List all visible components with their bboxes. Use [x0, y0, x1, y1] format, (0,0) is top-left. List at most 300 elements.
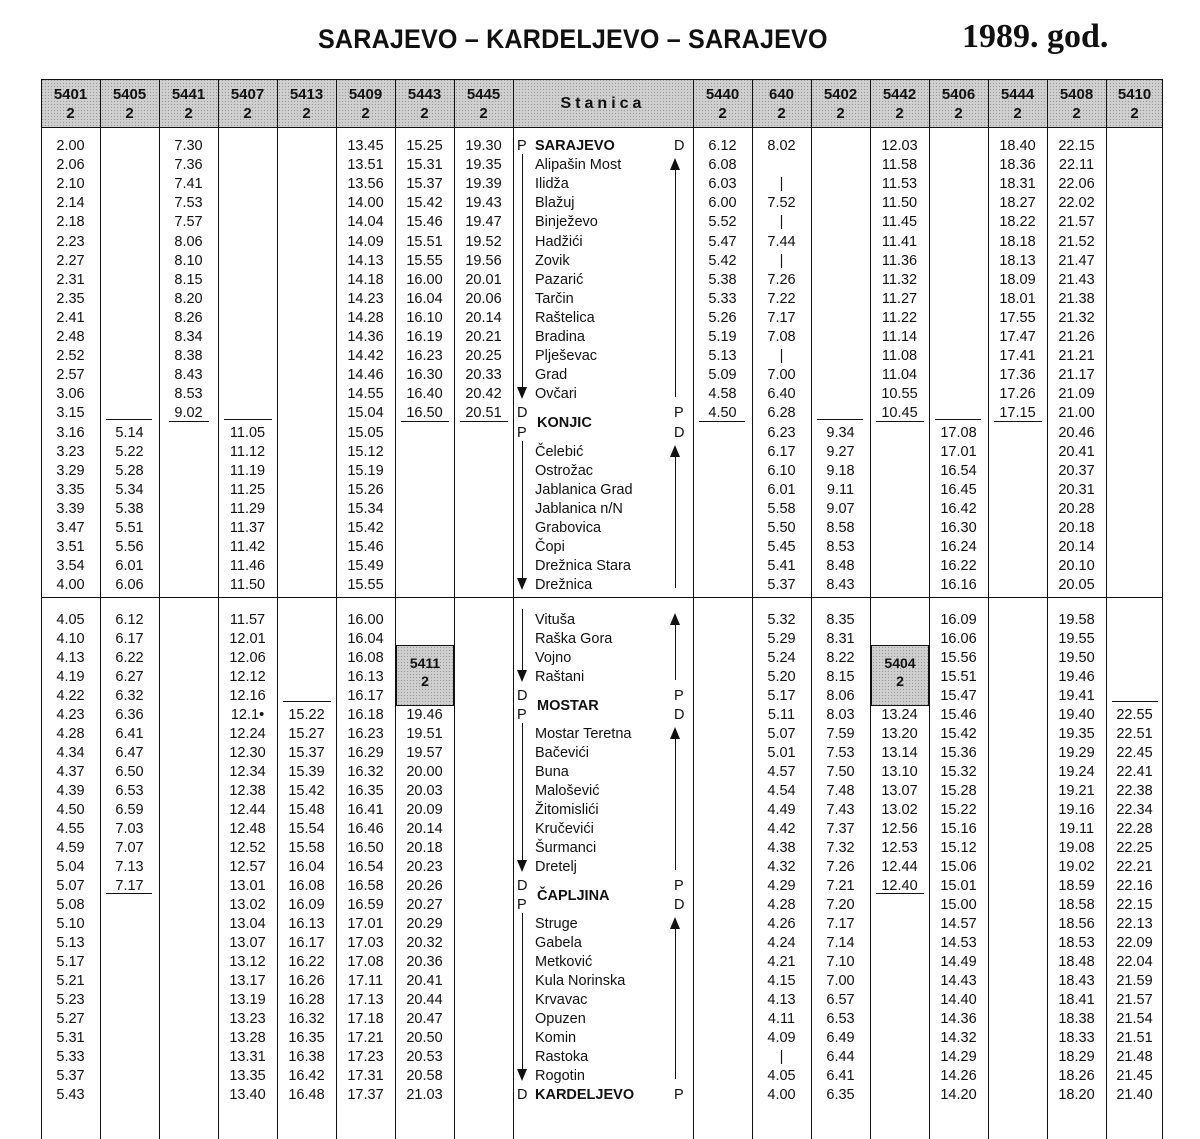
time-cell: 22.38	[1116, 783, 1153, 799]
time-cell: 15.42	[347, 520, 384, 536]
station-name: Ovčari	[535, 386, 577, 403]
time-cell: 2.14	[56, 195, 85, 212]
time-cell: 13.20	[881, 726, 918, 742]
time-cell: 11.45	[881, 214, 918, 231]
time-cell: 6.12	[708, 138, 737, 154]
time-cell: 5.19	[708, 329, 737, 345]
time-cell: 5.43	[56, 1087, 85, 1103]
time-cell: 17.03	[347, 935, 384, 951]
time-cell: 5.32	[767, 612, 796, 628]
time-cell: 14.04	[347, 214, 384, 231]
time-cell: 19.55	[1058, 631, 1095, 647]
time-cell: 3.35	[56, 481, 85, 498]
time-cell: 18.20	[1058, 1087, 1095, 1103]
time-cell: 7.00	[767, 367, 796, 384]
station-name: Struge	[535, 916, 578, 932]
time-cell: 19.08	[1058, 840, 1095, 856]
time-cell: 20.26	[406, 878, 443, 894]
station-name: Kručevići	[535, 821, 594, 837]
train-class: 2	[243, 105, 252, 122]
time-cell: 5.37	[56, 1068, 85, 1084]
station-name: Binježevo	[535, 214, 598, 231]
station-name: MOSTAR	[537, 697, 599, 714]
time-cell: 4.58	[708, 386, 737, 403]
time-cell: 22.11	[1058, 157, 1095, 174]
time-cell: 16.54	[940, 462, 977, 479]
time-cell: 9.18	[826, 462, 855, 479]
time-cell: 11.27	[881, 290, 918, 307]
time-cell: 17.41	[999, 348, 1036, 365]
time-cell: 19.29	[1058, 745, 1095, 761]
time-cell: 9.34	[826, 424, 855, 441]
time-cell: 15.00	[940, 897, 977, 913]
time-cell: 16.08	[347, 650, 384, 666]
time-cell: 12.12	[229, 669, 266, 685]
time-cell: 5.11	[767, 707, 796, 723]
station-name: Pazarić	[535, 271, 584, 288]
time-cell: 8.20	[174, 290, 203, 307]
time-cell: 22.02	[1058, 195, 1095, 212]
time-cell: 4.00	[767, 1087, 796, 1103]
time-cell: 4.28	[56, 726, 85, 742]
station-name: Mostar Teretna	[535, 726, 632, 742]
time-cell: 6.01	[115, 558, 144, 575]
time-cell: 20.53	[406, 1049, 443, 1065]
time-cell: 19.50	[1058, 650, 1095, 666]
train-header	[870, 79, 929, 127]
inner-train-box	[396, 645, 454, 706]
time-cell: 5.41	[767, 558, 796, 575]
time-cell: 15.42	[406, 195, 443, 212]
train-number: 5411	[409, 655, 441, 671]
time-cell: 15.42	[288, 783, 325, 799]
station-name: Vituša	[535, 612, 576, 628]
time-cell: 5.37	[767, 577, 796, 594]
time-cell: 18.09	[999, 271, 1036, 288]
time-cell: 4.49	[767, 802, 796, 818]
time-cell: |	[779, 214, 784, 231]
time-cell: 16.45	[940, 481, 977, 498]
station-name: SARAJEVO	[535, 138, 615, 154]
time-cell: 7.17	[115, 878, 144, 894]
time-cell: 10.55	[881, 386, 918, 403]
time-cell: 6.12	[115, 612, 144, 628]
time-cell: 7.59	[826, 726, 855, 742]
inner-train-box	[871, 645, 929, 706]
time-cell: 4.10	[56, 631, 85, 647]
train-header	[988, 79, 1047, 127]
pd-marker: D	[674, 424, 685, 441]
time-cell: 2.23	[56, 233, 85, 250]
time-cell: 12.06	[229, 650, 266, 666]
time-cell: 18.40	[999, 138, 1036, 154]
time-cell: 13.02	[229, 897, 266, 913]
time-cell: 16.04	[288, 859, 325, 875]
time-cell: 5.04	[56, 859, 85, 875]
station-name: Blažuj	[535, 195, 575, 212]
time-cell: 15.12	[940, 840, 977, 856]
time-cell: 19.51	[406, 726, 443, 742]
time-cell: 19.46	[406, 707, 443, 723]
time-cell: 18.59	[1058, 878, 1095, 894]
train-number: 5442	[882, 86, 917, 103]
time-cell: 13.07	[229, 935, 266, 951]
station-name: Grad	[535, 367, 568, 384]
time-cell: 17.11	[347, 973, 384, 989]
time-cell: 20.46	[1058, 424, 1095, 441]
time-cell: 5.51	[115, 520, 144, 536]
time-cell: 20.27	[406, 897, 443, 913]
time-cell: 16.22	[288, 954, 325, 970]
terminus-underline	[224, 419, 272, 420]
terminus-underline	[876, 893, 924, 894]
time-cell: 22.21	[1116, 859, 1153, 875]
time-cell: 13.31	[229, 1049, 266, 1065]
time-cell: 5.56	[115, 539, 144, 556]
time-cell: 6.35	[826, 1087, 855, 1103]
train-class: 2	[836, 105, 845, 122]
time-cell: 3.39	[56, 500, 85, 517]
station-name: Ostrožac	[535, 462, 594, 479]
time-cell: 5.33	[708, 290, 737, 307]
time-cell: 20.10	[1058, 558, 1095, 575]
time-cell: 15.06	[940, 859, 977, 875]
time-cell: 17.36	[999, 367, 1036, 384]
time-cell: 8.03	[826, 707, 855, 723]
terminus-underline	[283, 701, 331, 702]
up-arrow	[675, 729, 676, 870]
time-cell: 11.22	[881, 309, 918, 326]
time-cell: 11.12	[229, 443, 266, 460]
down-arrow	[522, 154, 523, 397]
train-number: 5401	[53, 86, 88, 103]
time-cell: 15.27	[288, 726, 325, 742]
time-cell: 15.46	[347, 539, 384, 556]
up-arrow	[675, 615, 676, 680]
train-class: 2	[421, 673, 429, 689]
column-rule	[100, 79, 101, 1139]
time-cell: 6.03	[708, 176, 737, 193]
time-cell: 4.23	[56, 707, 85, 723]
time-cell: 3.51	[56, 539, 85, 556]
station-name: Opuzen	[535, 1011, 586, 1027]
time-cell: 4.34	[56, 745, 85, 761]
time-cell: 4.09	[767, 1030, 796, 1046]
train-header	[277, 79, 336, 127]
time-cell: 8.43	[174, 367, 203, 384]
time-cell: 16.41	[347, 802, 384, 818]
station-name: Alipašin Most	[535, 157, 622, 174]
pd-marker: P	[517, 138, 527, 154]
time-cell: 12.34	[229, 764, 266, 780]
time-cell: 7.07	[115, 840, 144, 856]
time-cell: 20.41	[1058, 443, 1095, 460]
time-cell: 22.16	[1116, 878, 1153, 894]
train-number: 5443	[407, 86, 442, 103]
time-cell: 6.53	[826, 1011, 855, 1027]
train-number: 5406	[941, 86, 976, 103]
time-cell: 7.30	[174, 138, 203, 154]
time-cell: 15.04	[347, 405, 384, 422]
time-cell: 11.05	[229, 424, 266, 441]
time-cell: 3.16	[56, 424, 85, 441]
time-cell: 5.28	[115, 462, 144, 479]
station-name: Hadžići	[535, 233, 583, 250]
time-cell: 16.26	[288, 973, 325, 989]
time-cell: 21.57	[1058, 214, 1095, 231]
time-cell: 7.57	[174, 214, 203, 231]
time-cell: 20.36	[406, 954, 443, 970]
time-cell: 22.55	[1116, 707, 1153, 723]
time-cell: 16.04	[347, 631, 384, 647]
time-cell: 17.13	[347, 992, 384, 1008]
time-cell: 13.51	[347, 157, 384, 174]
time-cell: 17.47	[999, 329, 1036, 345]
time-cell: 7.10	[826, 954, 855, 970]
time-cell: 18.22	[999, 214, 1036, 231]
time-cell: 20.47	[406, 1011, 443, 1027]
station-name: KONJIC	[537, 414, 592, 431]
time-cell: 16.58	[347, 878, 384, 894]
time-cell: 16.48	[288, 1087, 325, 1103]
time-cell: 5.14	[115, 424, 144, 441]
time-cell: 7.41	[174, 176, 203, 193]
station-name: ČAPLJINA	[537, 887, 610, 904]
time-cell: 17.08	[347, 954, 384, 970]
train-class: 2	[954, 105, 963, 122]
time-cell: 2.18	[56, 214, 85, 231]
time-cell: 6.41	[826, 1068, 855, 1084]
time-cell: 4.05	[767, 1068, 796, 1084]
time-cell: 7.50	[826, 764, 855, 780]
time-cell: 20.14	[1058, 539, 1095, 556]
time-cell: |	[779, 1049, 784, 1065]
time-cell: 8.38	[174, 348, 203, 365]
train-class: 2	[184, 105, 193, 122]
station-name: Tarčin	[535, 290, 574, 307]
time-cell: 12.53	[881, 840, 918, 856]
train-header	[811, 79, 870, 127]
time-cell: 15.51	[940, 669, 977, 685]
time-cell: 8.43	[826, 577, 855, 594]
train-number: 5408	[1059, 86, 1094, 103]
train-class: 2	[1130, 105, 1139, 122]
time-cell: 6.27	[115, 669, 144, 685]
time-cell: 11.25	[229, 481, 266, 498]
time-cell: 4.19	[56, 669, 85, 685]
down-arrow	[522, 723, 523, 870]
time-cell: 15.22	[288, 707, 325, 723]
time-cell: 7.00	[826, 973, 855, 989]
time-cell: 2.41	[56, 309, 85, 326]
time-cell: 14.28	[347, 309, 384, 326]
time-cell: 18.31	[999, 176, 1036, 193]
station-name: Jablanica n/N	[535, 500, 623, 517]
time-cell: 14.46	[347, 367, 384, 384]
time-cell: 19.24	[1058, 764, 1095, 780]
pd-marker: D	[517, 688, 528, 704]
station-name: Rastoka	[535, 1049, 589, 1065]
time-cell: 13.01	[229, 878, 266, 894]
time-cell: 16.50	[406, 405, 443, 422]
time-cell: 17.08	[940, 424, 977, 441]
time-cell: 13.23	[229, 1011, 266, 1027]
time-cell: 16.23	[347, 726, 384, 742]
time-cell: 20.31	[1058, 481, 1095, 498]
time-cell: 19.35	[465, 157, 502, 174]
time-cell: 15.47	[940, 688, 977, 704]
time-cell: 6.32	[115, 688, 144, 704]
time-cell: 16.46	[347, 821, 384, 837]
train-class: 2	[1072, 105, 1081, 122]
down-arrow	[522, 441, 523, 589]
time-cell: 2.57	[56, 367, 85, 384]
time-cell: 15.54	[288, 821, 325, 837]
time-cell: 6.28	[767, 405, 796, 422]
time-cell: 20.09	[406, 802, 443, 818]
train-header	[100, 79, 159, 127]
time-cell: 14.43	[940, 973, 977, 989]
train-class: 2	[777, 105, 786, 122]
time-cell: 22.51	[1116, 726, 1153, 742]
time-cell: 14.36	[940, 1011, 977, 1027]
pd-marker: D	[674, 707, 685, 723]
time-cell: 17.21	[347, 1030, 384, 1046]
time-cell: 7.14	[826, 935, 855, 951]
time-cell: 16.06	[940, 631, 977, 647]
time-cell: 5.58	[767, 500, 796, 517]
time-cell: 5.42	[708, 252, 737, 269]
time-cell: 11.14	[881, 329, 918, 345]
time-cell: 18.33	[1058, 1030, 1095, 1046]
time-cell: 13.02	[881, 802, 918, 818]
time-cell: 11.53	[881, 176, 918, 193]
train-number: 5413	[289, 86, 324, 103]
time-cell: 4.39	[56, 783, 85, 799]
time-cell: 15.58	[288, 840, 325, 856]
time-cell: 17.01	[347, 916, 384, 932]
time-cell: 22.13	[1116, 916, 1153, 932]
time-cell: 21.21	[1058, 348, 1095, 365]
time-cell: 21.38	[1058, 290, 1095, 307]
station-name: Krvavac	[535, 992, 588, 1008]
time-cell: 2.06	[56, 157, 85, 174]
time-cell: 19.16	[1058, 802, 1095, 818]
time-cell: 7.17	[767, 309, 796, 326]
time-cell: 3.54	[56, 558, 85, 575]
time-cell: 20.28	[1058, 500, 1095, 517]
time-cell: 21.32	[1058, 309, 1095, 326]
time-cell: 4.42	[767, 821, 796, 837]
time-cell: 16.13	[347, 669, 384, 685]
time-cell: 16.54	[347, 859, 384, 875]
time-cell: 13.28	[229, 1030, 266, 1046]
time-cell: 21.59	[1116, 973, 1153, 989]
time-cell: 5.33	[56, 1049, 85, 1065]
time-cell: |	[779, 252, 784, 269]
time-cell: 22.06	[1058, 176, 1095, 193]
time-cell: 19.43	[465, 195, 502, 212]
time-cell: 6.23	[767, 424, 796, 441]
time-cell: 18.56	[1058, 916, 1095, 932]
time-cell: 8.22	[826, 650, 855, 666]
time-cell: 15.37	[288, 745, 325, 761]
pd-marker: P	[674, 405, 684, 422]
station-name: Grabovica	[535, 520, 602, 536]
train-number: 5405	[112, 86, 147, 103]
time-cell: 5.22	[115, 443, 144, 460]
time-cell: 20.06	[465, 290, 502, 307]
time-cell: 6.59	[115, 802, 144, 818]
time-cell: 14.32	[940, 1030, 977, 1046]
station-name: Raška Gora	[535, 631, 613, 647]
time-cell: 4.50	[708, 405, 737, 422]
time-cell: 17.15	[999, 405, 1036, 422]
time-cell: 20.25	[465, 348, 502, 365]
time-cell: 7.52	[767, 195, 796, 212]
time-cell: 14.18	[347, 271, 384, 288]
train-number: 5410	[1117, 86, 1152, 103]
train-number: 5440	[705, 86, 740, 103]
time-cell: 4.24	[767, 935, 796, 951]
time-cell: 13.17	[229, 973, 266, 989]
time-cell: 5.45	[767, 539, 796, 556]
time-cell: 5.20	[767, 669, 796, 685]
pd-marker: P	[674, 688, 684, 704]
time-cell: 14.40	[940, 992, 977, 1008]
time-cell: 8.06	[174, 233, 203, 250]
time-cell: 22.15	[1058, 138, 1095, 154]
time-cell: 13.07	[881, 783, 918, 799]
time-cell: 20.50	[406, 1030, 443, 1046]
time-cell: 14.57	[940, 916, 977, 932]
time-cell: 5.27	[56, 1011, 85, 1027]
time-cell: 14.36	[347, 329, 384, 345]
time-cell: 16.17	[347, 688, 384, 704]
time-cell: 16.00	[347, 612, 384, 628]
train-class: 2	[718, 105, 727, 122]
time-cell: 5.24	[767, 650, 796, 666]
time-cell: 4.15	[767, 973, 796, 989]
station-name: Raštani	[535, 669, 585, 685]
time-cell: 12.44	[881, 859, 918, 875]
time-cell: 2.48	[56, 329, 85, 345]
train-header	[929, 79, 988, 127]
time-cell: 15.46	[940, 707, 977, 723]
time-cell: 18.41	[1058, 992, 1095, 1008]
time-cell: 2.27	[56, 252, 85, 269]
time-cell: 3.29	[56, 462, 85, 479]
train-class: 2	[302, 105, 311, 122]
time-cell: 7.22	[767, 290, 796, 307]
up-arrow	[675, 447, 676, 589]
time-cell: 14.13	[347, 252, 384, 269]
timetable-year: 1989. god.	[962, 18, 1109, 55]
time-cell: 6.53	[115, 783, 144, 799]
time-cell: 6.01	[767, 481, 796, 498]
time-cell: 18.58	[1058, 897, 1095, 913]
time-cell: 7.03	[115, 821, 144, 837]
time-cell: 21.54	[1116, 1011, 1153, 1027]
time-cell: 21.17	[1058, 367, 1095, 384]
train-class: 2	[896, 673, 904, 689]
time-cell: 6.49	[826, 1030, 855, 1046]
time-cell: 14.09	[347, 233, 384, 250]
terminus-underline	[169, 421, 209, 422]
station-name: KARDELJEVO	[535, 1087, 635, 1103]
time-cell: 6.08	[708, 157, 737, 174]
time-cell: 20.03	[406, 783, 443, 799]
